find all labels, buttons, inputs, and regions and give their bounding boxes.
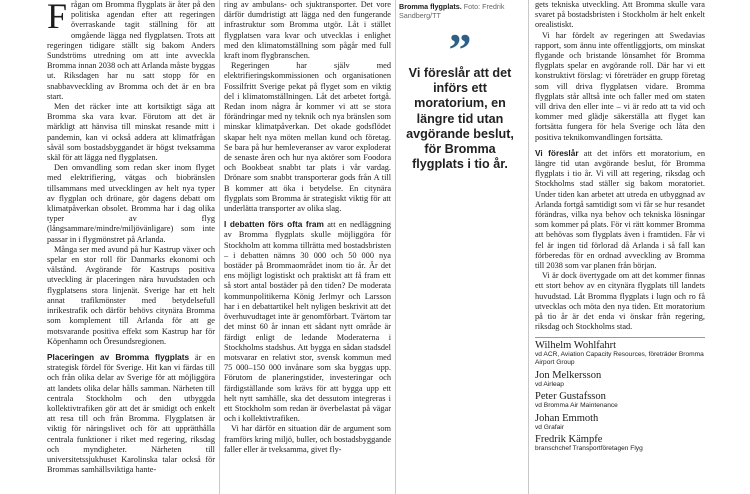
photo-caption	[399, 2, 519, 20]
signatory	[535, 434, 705, 454]
intro-paragraph: Frågan om Bromma flygplats är åter på den politiska agendan efter att regeringen överraskande tagit ställning för att omgående lägga ned flygplatsen. Trots att regeringen tidigare ställt sig bakom Anders Sundströms utredning om att inte avveckla Bromma innan 2038 och att Arlanda måste byggas ut. Riksdagen har nu satt stopp för en snabbavveckling av Bromma och det är en bra start.	[47, 0, 215, 101]
paragraph: Vi har fördelt av regeringen att Swedavias rapport, som ännu inte offentliggjorts, om minskat flygande och bristande lönsamhet för Bromma flygplats spelar en avgörande roll. Där har vi ett konstruktivt förslag: vi företräder en grupp företag som vill driva flygplatsen vidare. Bromma flygplats står alltså inte och faller med om staten vill driva den eller inte – vi är redo att ta vid och kommer med glädje säkerställa att flyget kan fortsätta fungera för hela Sverige och låta den positiva teknikomvandlingen fortsätta.	[535, 30, 705, 142]
paragraph: Placeringen av Bromma flygplats är en strategisk fördel för Sverige. Hit kan vi färdas till och från olika delar av Sverige för att möjliggöra att landets olika delar hålls samman. Närheten till centrala Stockholm och den utbyggda kollektivtrafiken gör att det är smidigt och enkelt att resa till och från Bromma. Flygplatsen är viktig för näringslivet och för att upprätthålla centrala funktioner i riket med regering, riksdag och myndigheter. Närheten till universitetssjukhuset Karolinska talar också för Brommas samhällsviktiga hante-	[47, 351, 215, 475]
caption-title: Bromma flygplats.	[399, 2, 462, 11]
signatory-name: Fredrik Kämpfe	[535, 434, 603, 445]
signatory-name: Johan Emmoth	[535, 412, 599, 424]
pull-quote-text: Vi föreslår att det införs ett moratorium, en längre tid utan avgörande beslut, för Bromma flygplats i tio år.	[406, 66, 514, 172]
paragraph: Många ser med avund på hur Kastrup växer och spelar en stor roll för Danmarks ekonomi och välstånd. Avgörande för Kastrups positiva utveckling är placeringen nära huvudstaden och flygplatsens stora linjenät. Sverige har ett helt annat trafikmönster med betydelsefull inrikestrafik och därför behövs citynära Bromma som komplement till Arlanda för att ge motsvarande positiva effekt som Kastrup har för Köpenhamn och Öresundsregionen.	[47, 244, 215, 346]
signatory-name: Wilhelm Wohlfahrt	[535, 339, 617, 351]
paragraph: gets tekniska utveckling. Att Bromma skulle vara svaret på bostadsbristen i Stockholm är helt enkelt orealistiskt.	[535, 0, 705, 30]
signatory-role: vd Grafair	[535, 423, 564, 431]
article-column-4	[535, 0, 705, 494]
signatory-role: vd Bromma Air Maintenance	[535, 402, 618, 409]
pull-quote	[399, 24, 521, 172]
article-column-2	[224, 0, 391, 494]
drop-cap: F	[47, 0, 68, 36]
signatory	[535, 391, 705, 411]
paragraph: Den omvandling som redan sker inom flyget med elektrifiering, vätgas och biobränslen tillsammans med utvecklingen av helt nya typer av flygplan och drönare, gör dagens debatt om klimatpåverkan obsolet. Bromma har i dag olika typer av flyg (långsammare/mindre/miljövänligare) som inte passar in i flygmönstret på Arlanda.	[47, 163, 215, 244]
subhead-lead: Vi föreslår	[535, 147, 579, 158]
subhead-lead: I debatten förs ofta fram	[224, 219, 324, 230]
subhead-lead: Placeringen av Bromma flygplats	[47, 351, 190, 362]
column-rule	[395, 0, 396, 494]
signatory	[535, 370, 705, 390]
signatories	[535, 337, 705, 454]
paragraph: I debatten förs ofta fram att en nedläggning av Bromma flygplats skulle möjliggöra för Stockholm att komma tillrätta med bostadsbristen – i debatten nämns 30 000 och 50 000 nya bostäder på Brommaområdet inom tio år. Är det ens möjligt logistiskt och praktiskt att få fram ett så stort antal bostäder på den tiden? De moderata kommunpolitikerna König Jerlmyr och Larsson har i en debattartikel helt nyligen beskrivit att det överhuvudtaget inte är genomförbart. Tvärtom tar det minst 60 år innan ett sådant nytt område är färdigt enligt de ledande Moderaterna i Stockholms stadshus. Att bygga en sådan stadsdel motsvarar en relativt stor, svensk kommun med 75 000–150 000 invånare som ska byggas upp. Förutom de planeringstider, investeringar och färdigställande som krävs för att bygga upp ett helt nytt samhälle, ska det dessutom integreras i ett Stockholm som redan är överbelastat på vägar och i kollektivtrafiken.	[224, 219, 391, 424]
signatory	[535, 413, 705, 433]
caption-credit: Foto: Fredrik Sandberg/TT	[399, 2, 505, 20]
paragraph: Men det räcker inte att kortsiktigt säga att Bromma ska vara kvar. Förutom att det är märkligt att hänvisa till minskat resande mitt i pandemin, kan vi också addera att klimatfrågan såväl som bostadsbyggandet är högst tveksamma skäl för att lägga ned flygplatsen.	[47, 102, 215, 163]
paragraph: Regeringen har själv med elektrifieringskommissionen och organisationen Fossilfritt Sverige pekat på flyget som en viktig del i klimatomställningen. Låt det arbetet fortgå. Redan inom några år kommer vi att se stora förändringar med ny teknik och nya bränslen som minskar klimatpåverkan. Det okade godsflödet skapar helt nya möten mellan kund och företag. Se bara på hur hemleveranser av varor exploderat de senaste åren och hur nya aktörer som Foodora och Bookbeat snabbt tar plats i vår vardag. Drönare som snabbt transporterar gods från A till B kommer att öka i betydelse. En citynära flygplats som Bromma är strategiskt viktig för att underlätta transporter av olika slag.	[224, 61, 391, 214]
paragraph: ring av ambulans- och sjuktransporter. Det vore därför dumdristigt att lägga ned den fungerande infrastruktur som Bromma utgör. Låt i stället flygplatsen vara kvar och utvecklas i enlighet med den klimatomställning som pågår med full kraft inom flygbranschen.	[224, 0, 391, 61]
paragraph: Vi har därför en situation där de argument som framförs kring miljö, buller, och bostadsbyggande faller eller är tveksamma, givet fly-	[224, 424, 391, 454]
column-rule	[528, 0, 529, 494]
signatory-role: vd ACR, Aviation Capacity Resources, företräder Bromma Airport Group	[535, 350, 704, 366]
signatory	[535, 340, 705, 368]
quote-mark-icon: ”	[448, 24, 472, 75]
column-rule	[219, 0, 220, 494]
signatory-name: Jon Melkersson	[535, 369, 602, 381]
paragraph: Vi är dock övertygade om att det kommer finnas ett stort behov av en citynära flygplats till landets huvudstad. Låt Bromma flygplats i lugn och ro få utvecklas och möta den nya tiden. Ett moratorium på tio år är det enda vi önskar från regering, riksdag och Stockholms stad.	[535, 271, 705, 332]
signatory-role: branschchef Transportföretagen Flyg	[535, 445, 643, 452]
signatory-name: Peter Gustafsson	[535, 391, 606, 402]
paragraph: Vi föreslår att det införs ett moratorium, en längre tid utan avgörande beslut, för Bromma flygplats i tio år. Vi vill att regering, riksdag och Stockholms stad ställer sig bakom moratoriet. Under tiden kan arbetet att utreda en utbyggnad av Arlanda fortgå samtidigt som vi får se hur resandet förändras, vilka nya behov och tekniska lösningar som kommer på plats. För vi rätt kommer Bromma att behövas som flygplats även i framtiden. Får vi fel är ingen tid förlorad då Arlanda i så fall kan förberedas för en ordnad avveckling av Bromma till 2038 som var planen från början.	[535, 147, 705, 271]
article-column-1	[47, 0, 215, 494]
signatory-role: vd Airleap	[535, 380, 564, 388]
